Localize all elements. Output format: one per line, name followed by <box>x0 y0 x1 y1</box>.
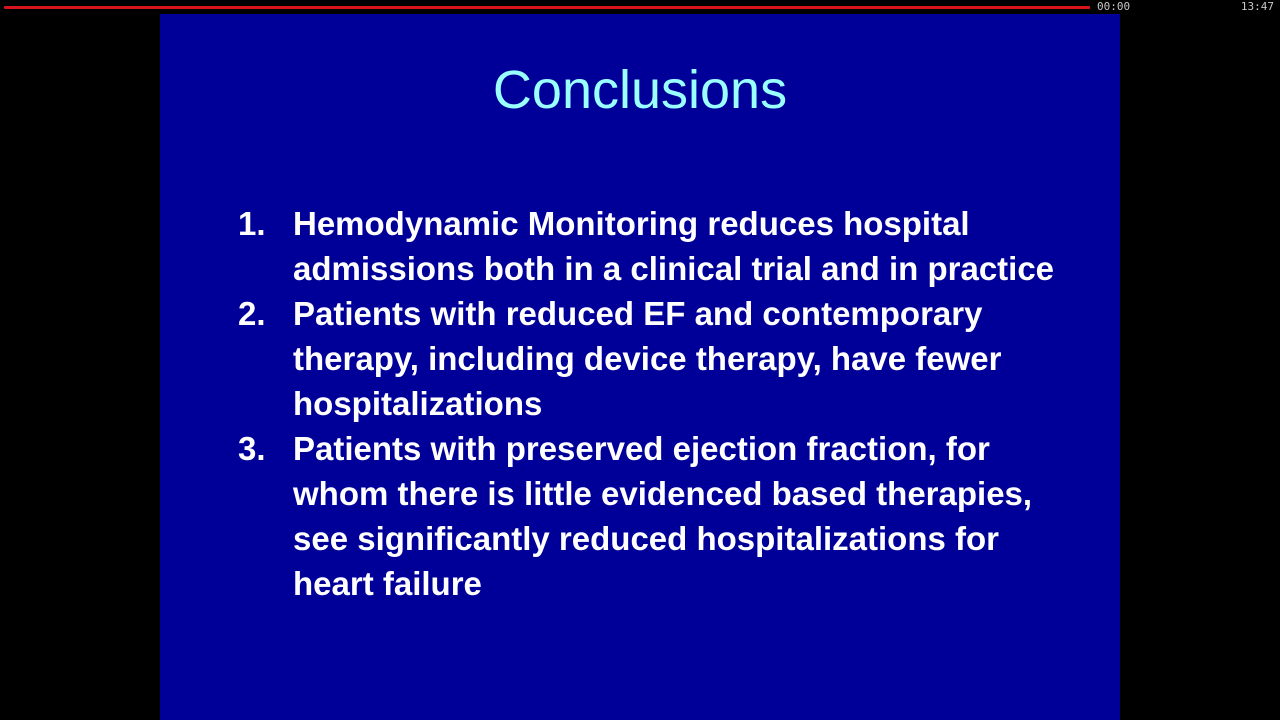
list-item <box>238 291 1068 426</box>
list-item-number: 1. <box>238 205 266 242</box>
video-player-bar <box>0 0 1280 14</box>
list-item-number: 2. <box>238 295 266 332</box>
list-item <box>238 426 1068 606</box>
conclusions-list <box>238 201 1068 606</box>
progress-bar[interactable] <box>4 6 1090 9</box>
list-item-text: Patients with reduced EF and contemporary therapy, including device therapy, have fewer hospitalizations <box>293 295 1011 422</box>
total-time: 13:47 <box>1240 0 1274 13</box>
list-item <box>238 201 1068 291</box>
list-item-number: 3. <box>238 430 266 467</box>
current-time: 00:00 <box>1097 0 1131 13</box>
slide-title: Conclusions <box>492 60 788 120</box>
presentation-slide <box>160 0 1120 720</box>
list-item-text: Patients with preserved ejection fraction, for whom there is little evidenced based therapies, see significantly reduced hospitalizations for heart failure <box>293 430 1051 602</box>
list-item-text: Hemodynamic Monitoring reduces hospital admissions both in a clinical trial and in practice <box>293 205 1055 287</box>
